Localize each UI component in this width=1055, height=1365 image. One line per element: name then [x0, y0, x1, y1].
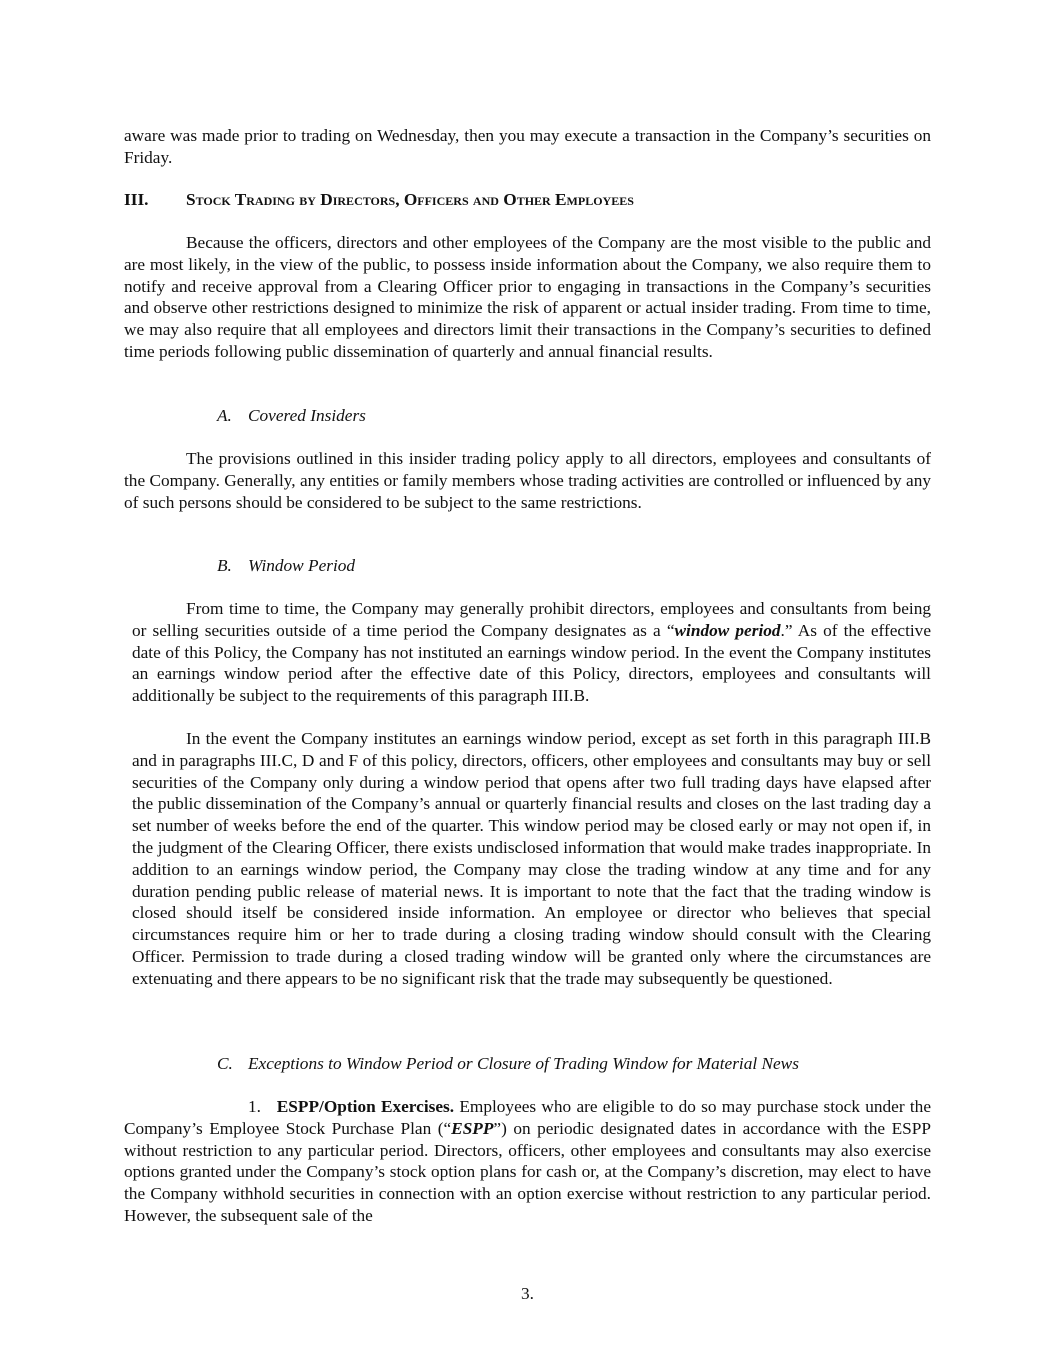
subsection-c-heading — [217, 1053, 799, 1075]
subsection-a-letter: A. — [217, 406, 232, 425]
subsection-a-heading — [217, 405, 366, 427]
subsection-c-letter: C. — [217, 1054, 233, 1073]
subsection-a-title: Covered Insiders — [248, 406, 366, 425]
subsection-b-title: Window Period — [248, 556, 356, 575]
window-period-text-after: .” As of the effective date of this Policy, the Company has not instituted an earnings window period. In the event the Company institutes an earnings window period after the effective date of this Policy, directors, employees and consultants will additionally be subject to the requirements of this paragraph III.B. — [132, 620, 931, 706]
item-number: 1. — [248, 1097, 261, 1116]
section-title: Stock Trading by Directors, Officers and Other Employees — [186, 190, 634, 209]
subsection-a-body: The provisions outlined in this insider trading policy apply to all directors, employees and consultants of the Company. Generally, any entities or family members whose trading activities are controlled or influenced by any of such persons should be considered to be subject to the same restrictions. — [124, 449, 931, 512]
window-period-text-before: From time to time, the Company may generally prohibit directors, employees and consultants from being or selling securities outside of a time period the Company designates as a “ — [132, 599, 931, 640]
window-period-term: window period — [674, 620, 781, 640]
section-heading — [124, 189, 931, 211]
window-period-paragraph — [132, 598, 931, 707]
page-number: 3. — [521, 1284, 534, 1303]
window-period-rules-paragraph: In the event the Company institutes an earnings window period, except as set forth in this paragraph III.B and in paragraphs III.C, D and F of this policy, directors, officers, other employees and consultants may buy or sell securities of the Company only during a window period that opens after two full trading days have elapsed after the public dissemination of the Company’s annual or quarterly financial results and closes on the last trading day a set number of weeks before the end of the quarter. This window period may be closed early or may not open if, in the judgment of the Clearing Officer, there exists undisclosed information that would make trades inappropriate. In addition to an earnings window period, the Company may close the trading window at any time and for any duration pending public release of material news. It is important to note that the fact that the trading window is closed should itself be considered inside information. An employee or director who believes that special circumstances require him or her to trade during a closing trading window should consult with the Clearing Officer. Permission to trade during a closed trading window will be granted only where the circumstances are extenuating and there appears to be no significant risk that the trade may subsequently be questioned. — [132, 729, 931, 988]
section-intro-paragraph: Because the officers, directors and other employees of the Company are the most visible to the public and are most likely, in the view of the public, to possess inside information about the Company, we also require them to notify and receive approval from a Clearing Officer prior to engaging in transactions in the Company’s securities and observe other restrictions designed to minimize the risk of apparent or actual insider trading. From time to time, we may also require that all employees and directors limit their transactions in the Company’s securities to defined time periods following public dissemination of quarterly and annual financial results. — [124, 233, 931, 361]
section-number: III. — [124, 190, 149, 209]
espp-term: ESPP — [451, 1118, 494, 1138]
continuation-paragraph: aware was made prior to trading on Wednesday, then you may execute a transaction in the Company’s securities on Friday. — [124, 126, 931, 167]
subsection-b-letter: B. — [217, 556, 232, 575]
item-lead-in: ESPP/Option Exercises. — [276, 1097, 455, 1116]
subsection-b-heading — [217, 555, 355, 577]
espp-option-exercises-paragraph — [124, 1096, 931, 1227]
subsection-c-title: Exceptions to Window Period or Closure of Trading Window for Material News — [248, 1054, 799, 1073]
espp-text-after: ”) on periodic designated dates in accordance with the ESPP without restriction to any particular period. Directors, officers, other employees and consultants may also exercise options granted under the Company’s stock option plans for cash or, at the Company’s discretion, may elect to have the Company withhold securities in connection with an option exercise without restriction to any particular period. However, the subsequent sale of the — [124, 1118, 931, 1225]
espp-text-before: Employees who are eligible to do so may purchase stock under the Company’s Employee Stock Purchase Plan (“ — [124, 1097, 931, 1138]
